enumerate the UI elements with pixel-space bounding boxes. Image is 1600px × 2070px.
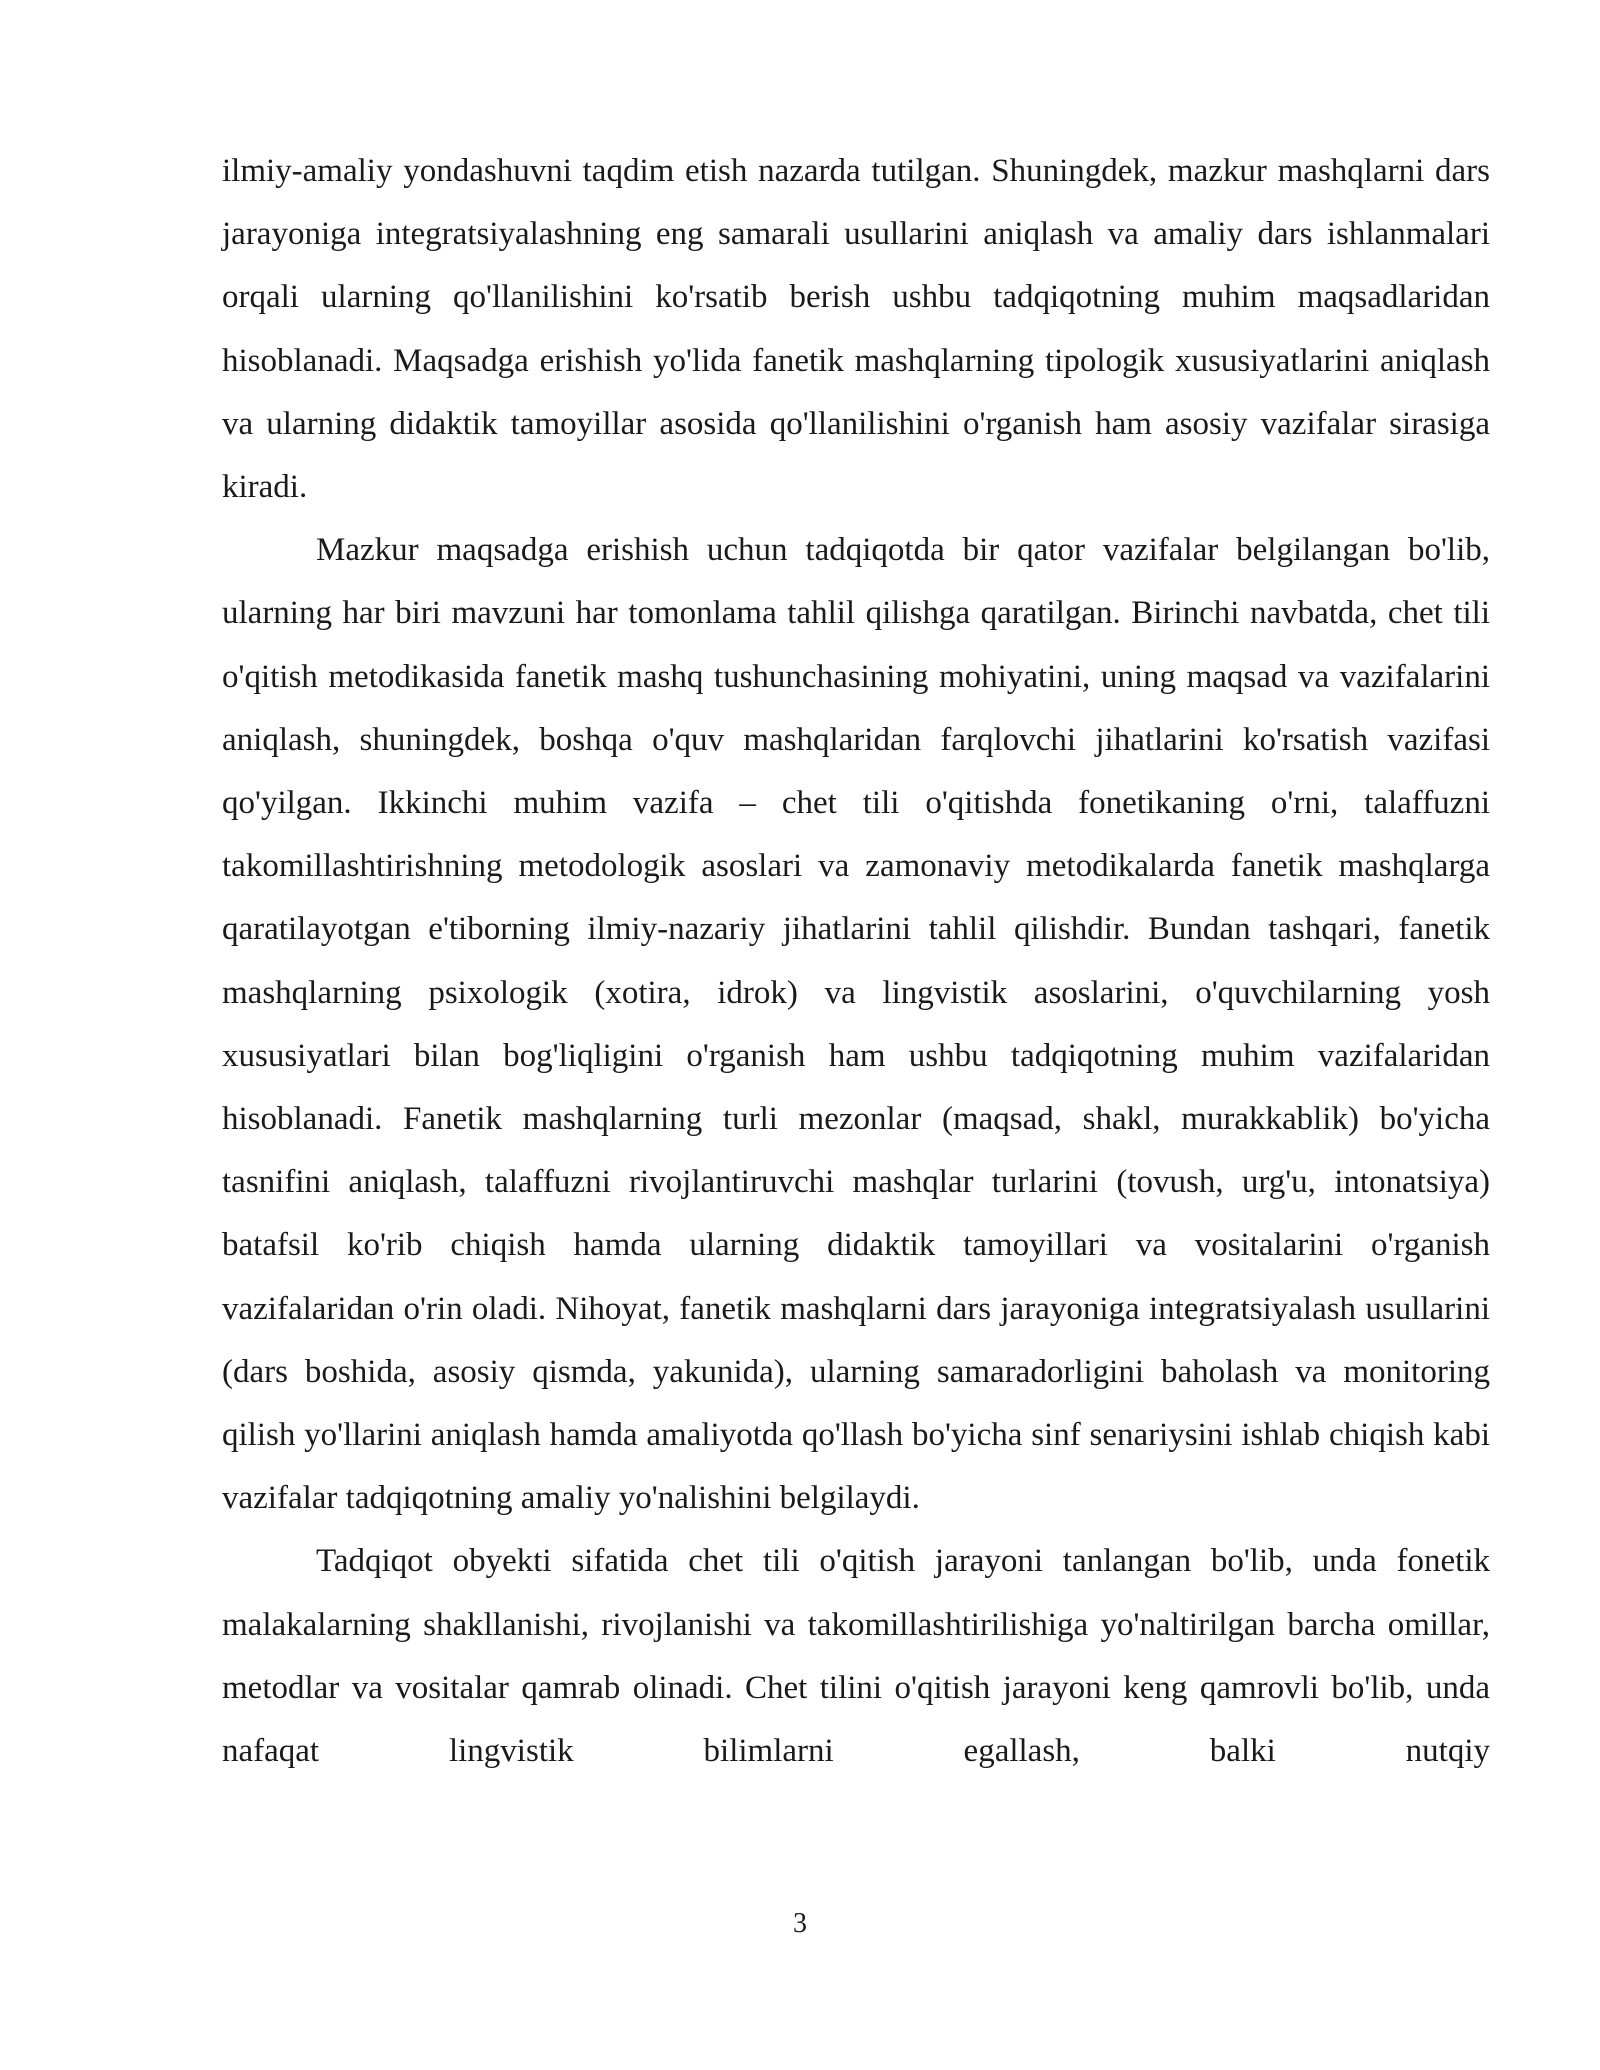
paragraph-research-object: Tadqiqot obyekti sifatida chet tili o'qitish jarayoni tanlangan bo'lib, unda fonetik malakalarning shakllanishi, rivojlanishi va takomillashtirilishiga yo'naltirilgan barcha omillar, metodlar va vositalar qamrab olinadi. Chet tilini o'qitish jarayoni keng qamrovli bo'lib, unda nafaqat lingvistik bilimlarni egallash, balki nutqiy [222,1543,1490,1770]
paragraph-continued: ilmiy-amaliy yondashuvni taqdim etish nazarda tutilgan. Shuningdek, mazkur mashqlarni dars jarayoniga integratsiyalashning eng samarali usullarini aniqlash va amaliy dars ishlanmalari orqali ularning qo'llanilishini ko'rsatib berish ushbu tadqiqotning muhim maqsadlaridan hisoblanadi. Maqsadga erishish yo'lida fanetik mashqlarning tipologik xususiyatlarini aniqlash va ularning didaktik tamoyillar asosida qo'llanilishini o'rganish ham asosiy vazifalar sirasiga kiradi. [222,153,1490,506]
page-number: 3 [793,1908,807,1939]
document-body [222,140,1490,1783]
paragraph-tasks: Mazkur maqsadga erishish uchun tadqiqotda bir qator vazifalar belgilangan bo'lib, ularning har biri mavzuni har tomonlama tahlil qilishga qaratilgan. Birinchi navbatda, chet tili o'qitish metodikasida fanetik mashq tushunchasining mohiyatini, uning maqsad va vazifalarini aniqlash, shuningdek, boshqa o'quv mashqlaridan farqlovchi jihatlarini ko'rsatish vazifasi qo'yilgan. Ikkinchi muhim vazifa – chet tili o'qitishda fonetikaning o'rni, talaffuzni takomillashtirishning metodologik asoslari va zamonaviy metodikalarda fanetik mashqlarga qaratilayotgan e'tiborning ilmiy-nazariy jihatlarini tahlil qilishdir. Bundan tashqari, fanetik mashqlarning psixologik (xotira, idrok) va lingvistik asoslarini, o'quvchilarning yosh xususiyatlari bilan bog'liqligini o'rganish ham ushbu tadqiqotning muhim vazifalaridan hisoblanadi. Fanetik mashqlarning turli mezonlar (maqsad, shakl, murakkablik) bo'yicha tasnifini aniqlash, talaffuzni rivojlantiruvchi mashqlar turlarini (tovush, urg'u, intonatsiya) batafsil ko'rib chiqish hamda ularning didaktik tamoyillari va vositalarini o'rganish vazifalaridan o'rin oladi. Nihoyat, fanetik mashqlarni dars jarayoniga integratsiyalash usullarini (dars boshida, asosiy qismda, yakunida), ularning samaradorligini baholash va monitoring qilish yo'llarini aniqlash hamda amaliyotda qo'llash bo'yicha sinf senariysini ishlab chiqish kabi vazifalar tadqiqotning amaliy yo'nalishini belgilaydi. [222,532,1490,1517]
